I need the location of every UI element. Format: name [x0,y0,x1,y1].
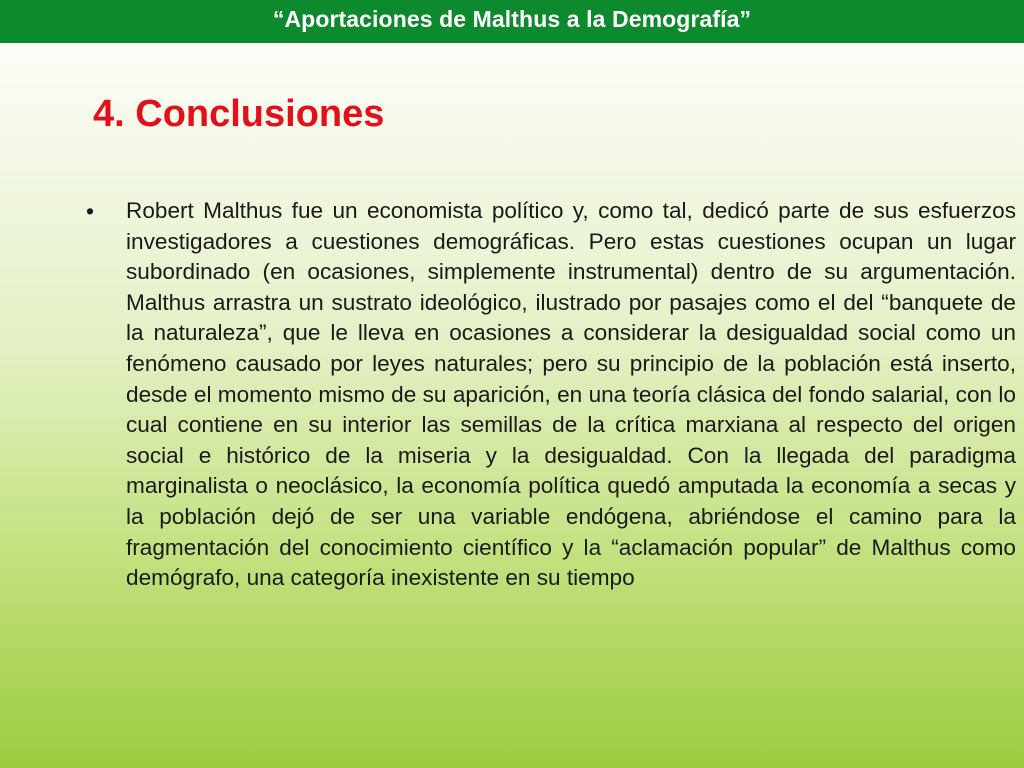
slide-content [86,196,1016,594]
header-bar [0,0,1024,43]
bullet-marker: • [86,198,95,224]
header-title: “Aportaciones de Malthus a la Demografía” [272,6,752,32]
slide-title: 4. Conclusiones [93,93,385,135]
bullet-text: Robert Malthus fue un economista político y, como tal, dedicó parte de sus esfuerzos investigadores a cuestiones demográficas. Pero estas cuestiones ocupan un lugar subordinado (en ocasiones, simplemente instrumental) dentro de su argumentación. Malthus arrastra un sustrato ideológico, ilustrado por pasajes como el del “banquete de la naturaleza”, que le lleva en ocasiones a considerar la desigualdad social como un fenómeno causado por leyes naturales; pero su principio de la población está inserto, desde el momento mismo de su aparición, en una teoría clásica del fondo salarial, con lo cual contiene en su interior las semillas de la crítica marxiana al respecto del origen social e histórico de la miseria y la desigualdad. Con la llegada del paradigma marginalista o neoclásico, la economía política quedó amputada la economía a secas y la población dejó de ser una variable endógena, abriéndose el camino para la fragmentación del conocimiento científico y la “aclamación popular” de Malthus como demógrafo, una categoría inexistente en su tiempo [126,198,1016,591]
bullet-item [86,196,1016,594]
